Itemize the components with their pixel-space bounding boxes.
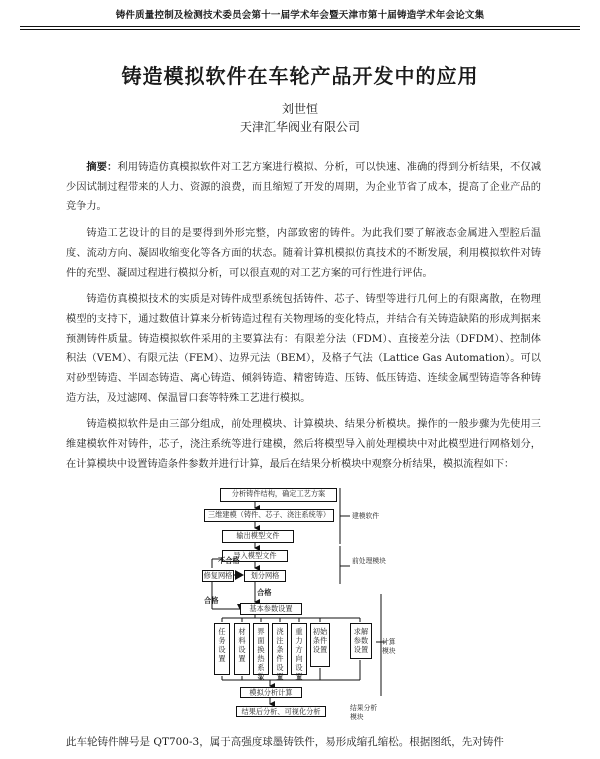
step-repair-mesh: 修复网格	[203, 571, 233, 580]
paragraph-3: 铸造模拟软件是由三部分组成，前处理模块、计算模块、结果分析模块。操作的一般步骤为先使用三维建模软件对铸件，芯子，浇注系统等进行建模，然后将模型导入前处理模块中对此模型进行网格划分，在计算模块中设置铸造条件参数并进行计算，最后在结果分析模块中观察分析结果，模拟流程如下：	[66, 419, 541, 470]
label-pass-mid: 合格	[257, 588, 272, 597]
param-material: 材料设置	[234, 623, 250, 675]
author-affiliation: 天津汇华阀业有限公司	[239, 120, 360, 134]
step-output-model: 输出模型文件	[222, 530, 294, 543]
header-rule-thin	[20, 29, 580, 30]
abstract	[66, 158, 541, 217]
abstract-label: 摘要：	[86, 162, 118, 173]
step-compute: 模拟分析计算	[240, 687, 302, 698]
author-name: 刘世恒	[281, 102, 318, 116]
side-label-postprocess: 结果分析模块	[350, 704, 378, 721]
abstract-text: 利用铸造仿真模拟软件对工艺方案进行模拟、分析，可以快速、准确的得到分析结果，不仅减少因试制过程带来的人力、资源的浪费，而且缩短了开发的周期，为企业节省了成本，提高了企业产品的竞争力。	[66, 162, 542, 213]
continuation-line: 此车轮铸件牌号是 QT700-3，属于高强度球墨铸铁件，易形成缩孔缩松。根据图纸，先对铸件	[66, 736, 504, 748]
param-heat-transfer: 界面换热系数	[253, 623, 269, 675]
step-post-analysis: 结果后分析、可视化分析	[236, 706, 326, 717]
side-label-compute: 计算模块	[382, 638, 396, 655]
step-mesh: 划分网格	[244, 570, 286, 582]
paper-title: 铸造模拟软件在车轮产品开发中的应用	[121, 64, 479, 88]
side-label-modeling: 建模软件	[352, 512, 380, 520]
step-import-model: 导入模型文件	[222, 550, 288, 562]
param-initial: 初始条件设置	[310, 623, 330, 667]
step-basic-params: 基本参数设置	[240, 603, 302, 615]
step-3d-model: 三维建模（铸件、芯子、浇注系统等）	[204, 509, 334, 522]
step-analyze: 分析铸件结构，确定工艺方案	[220, 488, 337, 502]
param-pouring: 浇注条件设置	[272, 623, 288, 675]
param-task: 任务设置	[214, 623, 230, 675]
label-fail: 不合格	[218, 556, 240, 565]
param-gravity: 重力方向设置	[291, 623, 307, 675]
param-solver: 求解参数设置	[350, 623, 372, 659]
header-rule-thick	[20, 26, 580, 27]
label-pass-left: 合格	[204, 596, 219, 605]
paragraph-1: 铸造工艺设计的目的是要得到外形完整，内部致密的铸件。为此我们要了解液态金属进入型腔后温度、流动方向、凝固收缩变化等各方面的状态。随着计算机模拟仿真技术的不断发展，利用模拟软件对铸件的充型、凝固过程进行模拟分析，可以很直观的对工艺方案的可行性进行评估。	[66, 228, 541, 279]
paragraph-2: 铸造仿真模拟技术的实质是对铸件成型系统包括铸件、芯子、铸型等进行几何上的有限离散，在物理模型的支持下，通过数值计算来分析铸造过程有关物理场的变化特点，并结合有关铸造缺陷的形成判据来预测铸件质量。铸造模拟软件采用的主要算法有：有限差分法（FDM）、直接差分法（DFDM）、控制体积法（VEM）、有限元法（FEM）、边界元法（BEM），及格子气法（Lattice Gas Automation）。可以对砂型铸造、半固态铸造、离心铸造、倾斜铸造、精密铸造、压铸、低压铸造、连续金属型铸造等各种铸造方法，及过滤网、保温冒口套等特殊工艺进行模拟。	[66, 294, 541, 404]
running-header: 铸件质量控制及检测技术委员会第十一届学术年会暨天津市第十届铸造学术年会论文集	[115, 10, 485, 21]
side-label-preprocess: 前处理模块	[352, 557, 386, 565]
simulation-flowchart	[200, 484, 400, 724]
body-text	[66, 158, 541, 482]
